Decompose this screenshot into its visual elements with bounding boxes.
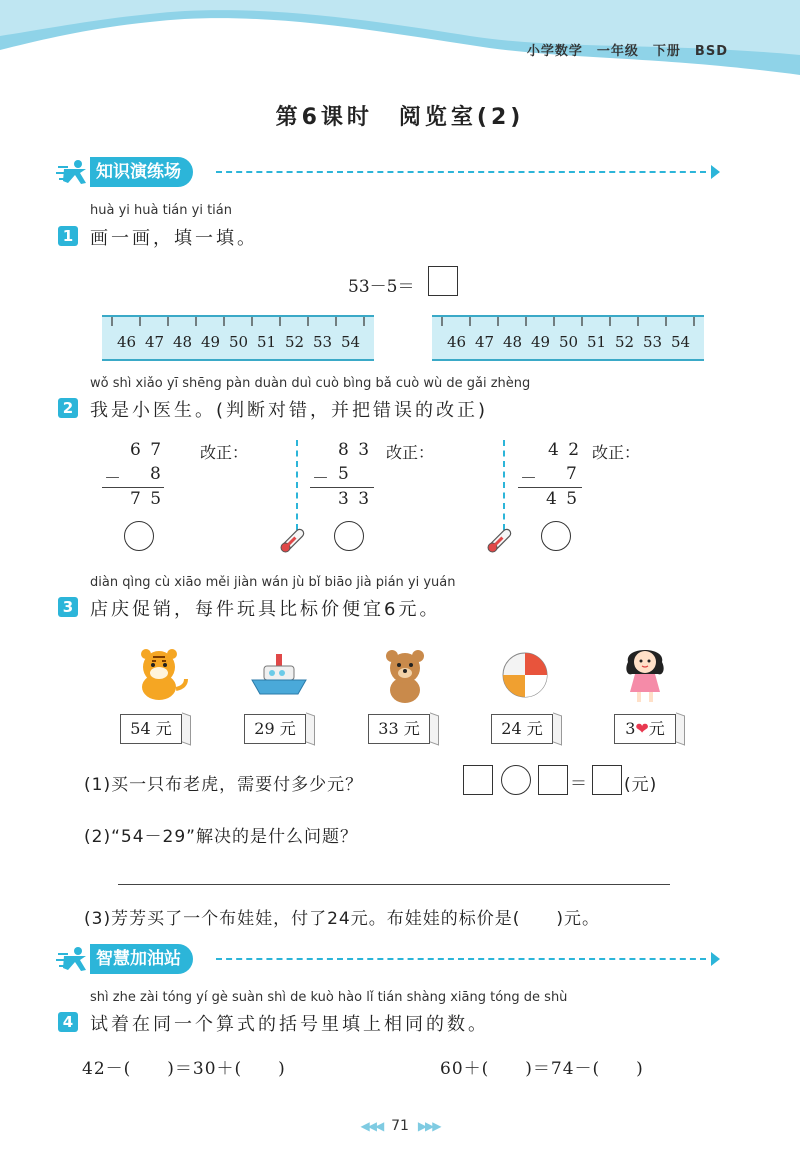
number-ruler-right: [432, 315, 704, 361]
price-tag-doll: [614, 714, 676, 744]
ruler-number: 47: [475, 333, 495, 351]
q3-number: 3: [58, 597, 78, 617]
page-title: 第6课时 阅览室(2): [275, 105, 525, 130]
section-wisdom: [56, 944, 726, 974]
price-tag-tiger: 54 元: [120, 714, 182, 744]
arrow-right-icon: [711, 952, 720, 966]
problem1-line: [102, 487, 164, 488]
problem3-op: －: [520, 469, 537, 489]
q3-sub2-answer-line[interactable]: [118, 884, 670, 885]
arrow-right-icon: [711, 165, 720, 179]
equals-sign: ＝: [570, 774, 588, 794]
ruler-number: 50: [559, 333, 579, 351]
problem2-judge-circle[interactable]: [334, 521, 364, 551]
q1-text: 画一画，填一填。: [90, 228, 258, 249]
problem3-result: 4 5: [546, 489, 580, 509]
q1-number: 1: [58, 226, 78, 246]
section-dash: [216, 958, 706, 960]
ruler-number: 47: [145, 333, 165, 351]
ruler-ticks: [102, 317, 374, 327]
q3-pinyin: diàn qìng cù xiāo měi jiàn wán jù bǐ biāo jià pián yi yuán: [90, 575, 456, 590]
ruler-number: 51: [587, 333, 607, 351]
problem1-top: 6 7: [130, 440, 164, 460]
problem2-result: 3 3: [338, 489, 372, 509]
problem1-result: 7 5: [130, 489, 164, 509]
price-tag-ball: 24 元: [491, 714, 553, 744]
ruler-number: 50: [229, 333, 249, 351]
q4-pinyin: shì zhe zài tóng yí gè suàn shì de kuò hào lǐ tián shàng xiāng tóng de shù: [90, 990, 568, 1005]
q3-sub3-text: (3)芳芳买了一个布娃娃，付了24元。布娃娃的标价是( )元。: [84, 909, 600, 929]
ruler-number: 46: [447, 333, 467, 351]
ruler-number: 49: [201, 333, 221, 351]
ruler-number: 53: [643, 333, 663, 351]
problem1-sub: 8: [150, 464, 161, 484]
page-footer: [0, 1118, 800, 1134]
q3-sub1-box-2[interactable]: [538, 765, 568, 795]
page-number: 71: [391, 1118, 409, 1134]
problem3-top: 4 2: [548, 440, 582, 460]
q4-equation-1: 42－( )＝30＋( ): [82, 1059, 286, 1079]
q3-sub1-answer-box[interactable]: [592, 765, 622, 795]
heart-icon: ❤: [635, 719, 649, 738]
thermometer-icon: [276, 522, 312, 556]
q2-pinyin: wǒ shì xiǎo yī shēng pàn duàn duì cuò bìng bǎ cuò wù de gǎi zhèng: [90, 376, 531, 391]
q3-sub1-box-1[interactable]: [463, 765, 493, 795]
q1-pinyin: huà yi huà tián yi tián: [90, 203, 232, 218]
problem1-correct-label: 改正：: [200, 443, 249, 462]
divider-dash: [503, 440, 505, 530]
ruler-number: 54: [341, 333, 361, 351]
problem2-top: 8 3: [338, 440, 372, 460]
ruler-number: 52: [615, 333, 635, 351]
ruler-number: 51: [257, 333, 277, 351]
q1-equation: 53－5＝: [348, 277, 415, 297]
bear-toy-icon: [380, 648, 430, 704]
problem2-correct-label: 改正：: [386, 443, 435, 462]
problem2-line: [310, 487, 374, 488]
q1-answer-box[interactable]: [428, 266, 458, 296]
q4-text: 试着在同一个算式的括号里填上相同的数。: [90, 1014, 489, 1035]
thermometer-icon: [483, 522, 519, 556]
q2-number: 2: [58, 398, 78, 418]
header-info: 小学数学 一年级 下册 BSD: [526, 44, 728, 59]
ruler-number: 53: [313, 333, 333, 351]
q3-text: 店庆促销，每件玩具比标价便宜6元。: [90, 599, 441, 620]
ruler-number: 46: [117, 333, 137, 351]
ruler-number: 49: [531, 333, 551, 351]
problem2-sub: 5: [338, 464, 349, 484]
boat-toy-icon: [248, 650, 310, 702]
section-label: 智慧加油站: [90, 944, 193, 974]
problem3-line: [518, 487, 582, 488]
section-label: 知识演练场: [90, 157, 193, 187]
arrows-right-icon: ▶▶▶: [417, 1119, 440, 1133]
q3-sub1-unit: (元): [624, 775, 658, 795]
divider-dash: [296, 440, 298, 530]
section-practice: [56, 157, 726, 187]
q3-sub2-text: (2)“54－29”解决的是什么问题？: [84, 827, 358, 847]
q4-equation-2: 60＋( )＝74－( ): [440, 1059, 644, 1079]
price-tag-bear: 33 元: [368, 714, 430, 744]
section-dash: [216, 171, 706, 173]
ruler-number: 54: [671, 333, 691, 351]
doll-toy-icon: [622, 640, 668, 706]
ball-toy-icon: [500, 650, 550, 700]
q3-sub1-op-circle[interactable]: [501, 765, 531, 795]
ruler-ticks: [432, 317, 704, 327]
problem1-op: －: [104, 469, 121, 489]
price-tag-boat: 29 元: [244, 714, 306, 744]
problem3-sub: 7: [566, 464, 577, 484]
q2-text: 我是小医生。(判断对错，并把错误的改正): [90, 400, 489, 421]
price-tag-doll-digit: 3: [625, 719, 636, 738]
price-tag-doll-unit: 元: [648, 719, 665, 738]
tiger-toy-icon: [128, 645, 190, 703]
ruler-number: 52: [285, 333, 305, 351]
problem3-correct-label: 改正：: [592, 443, 641, 462]
number-ruler-left: [102, 315, 374, 361]
problem3-judge-circle[interactable]: [541, 521, 571, 551]
ruler-number: 48: [503, 333, 523, 351]
ruler-number: 48: [173, 333, 193, 351]
problem2-op: －: [312, 469, 329, 489]
arrows-left-icon: ◀◀◀: [360, 1119, 383, 1133]
q3-sub1-text: (1)买一只布老虎，需要付多少元？: [84, 775, 364, 795]
problem1-judge-circle[interactable]: [124, 521, 154, 551]
q4-number: 4: [58, 1012, 78, 1032]
